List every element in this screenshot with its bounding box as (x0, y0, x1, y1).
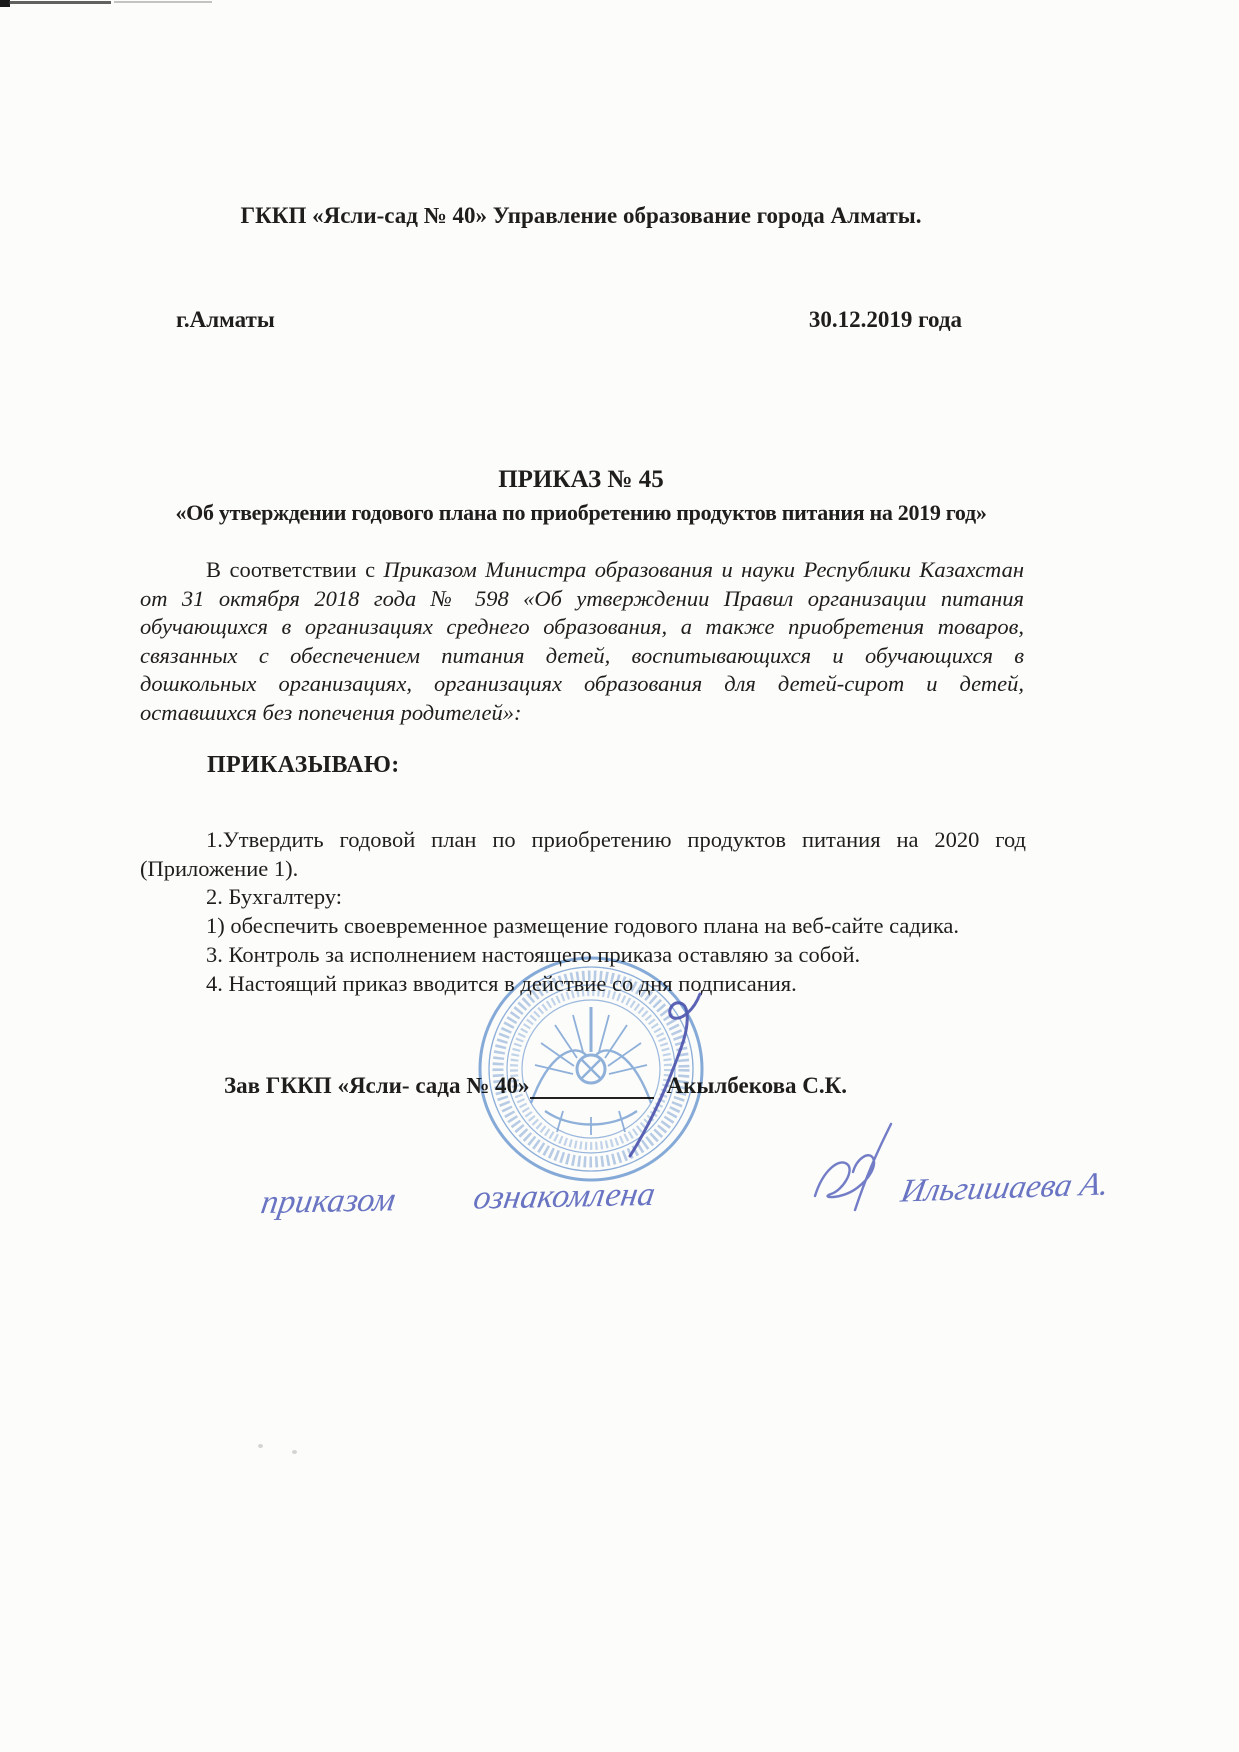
city-label: г.Алматы (176, 307, 275, 332)
order-item-2: 2. Бухгалтеру: (206, 884, 342, 910)
scan-speck (258, 1444, 263, 1448)
date-label: 30.12.2019 года (808, 307, 962, 332)
signature-label: Зав ГККП «Ясли- сада № 40» (224, 1073, 530, 1098)
scan-artifact (9, 1, 111, 4)
handwritten-signature-name: Ильгишаева А. (898, 1166, 1112, 1210)
intro-line: дошкольных организациях, организациях образования для детей-сирот и детей, (140, 671, 1024, 697)
scan-speck (292, 1450, 297, 1454)
order-subject: «Об утверждении годового плана по приобретению продуктов питания на 2019 год» (175, 500, 987, 525)
handwritten-signature-scribble (795, 1118, 913, 1230)
organization-header: ГККП «Ясли-сад № 40» Управление образование города Алматы. (240, 203, 922, 228)
order-item-4: 4. Настоящий приказ вводится в действие со дня подписания. (206, 970, 797, 996)
intro-lead: В соответствии с (206, 557, 384, 582)
order-title: ПРИКАЗ № 45 (498, 466, 664, 493)
resolution-heading: ПРИКАЗЫВАЮ: (207, 752, 400, 778)
order-item-3: 3. Контроль за исполнением настоящего приказа оставляю за собой. (206, 941, 861, 967)
intro-line: связанных с обеспечением питания детей, воспитывающихся и обучающихся в (140, 642, 1024, 668)
intro-line: от 31 октября 2018 года № 598 «Об утверждении Правил организации питания (140, 585, 1024, 611)
intro-paragraph (140, 556, 1024, 728)
signature-name: Акылбекова С.К. (666, 1073, 848, 1098)
intro-line: оставшихся без попечения родителей»: (140, 699, 522, 725)
order-item-1-cont: (Приложение 1). (140, 855, 299, 881)
intro-line: обучающихся в организациях среднего образования, а также приобретения товаров, (140, 614, 1024, 640)
scan-artifact (114, 1, 212, 3)
handwritten-note: приказом ознакомлена (258, 1175, 658, 1222)
order-item-1: 1.Утвердить годовой план по приобретению продуктов питания на 2020 год (206, 827, 1026, 852)
intro-line (140, 556, 1024, 585)
order-item-2-sub-1: 1) обеспечить своевременное размещение годового плана на веб-сайте садика. (206, 913, 960, 939)
director-signature-stroke (596, 988, 728, 1160)
intro-italic: Приказом Министра образования и науки Республики Казахстан (383, 557, 1024, 582)
